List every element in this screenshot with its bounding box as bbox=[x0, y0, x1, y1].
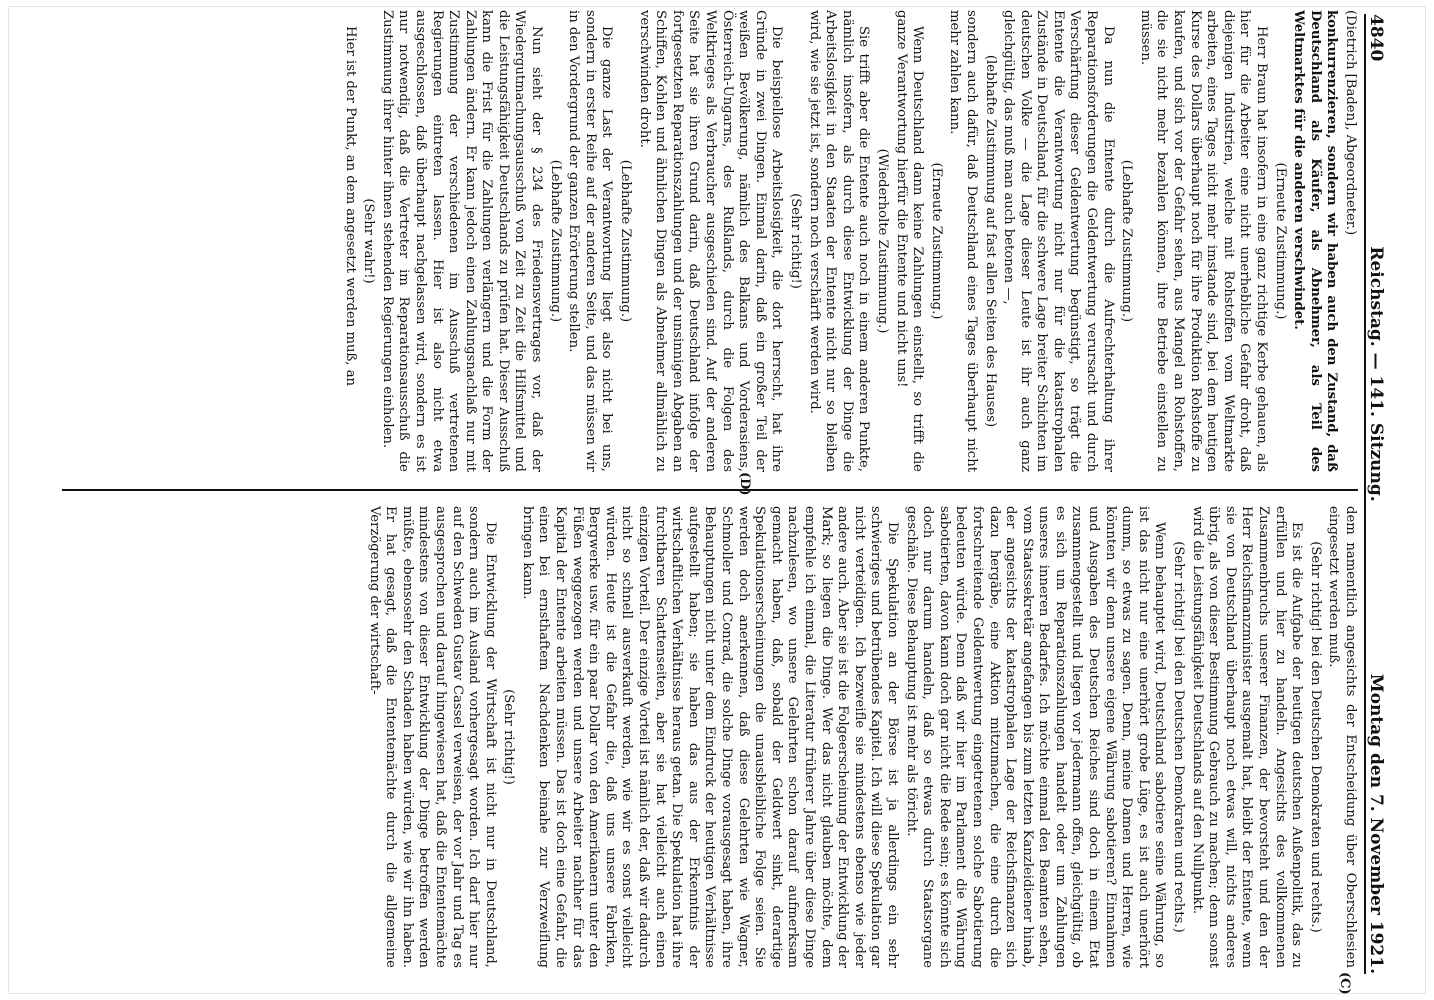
session-date: Montag den 7. November 1921. bbox=[1366, 673, 1386, 974]
interjection: (lebhafte Zustimmung auf fast allen Seiten des Hauses) bbox=[982, 54, 998, 428]
paragraph: Nun sieht der § 234 des Friedensvertrages vor, daß der Wiedergutmachungsausschuß von Zeit zu Zeit die Hilfsmittel und die Leistungsfähigkeit Deutschlands zu prüfen hat. Dieser Ausschuß kann die Frist für die Zahlungen verlängern und die Form der Zahlungen ändern. Er kann jedoch einen Zahlungsnachlaß nur mit Zustimmung der verschiedenen im Ausschuß vertretenen Regierungen eintreten lassen. Hier ist also nicht etwa ausgeschlossen, daß überhaupt nachgelassen wird, sondern es ist nur notwendig, daß die Vertreter im Reparationsausschuß die Zustimmung ihrer hinter ihnen stehenden Regierungen einholen. bbox=[379, 10, 545, 472]
right-column bbox=[62, 506, 1358, 968]
paragraph: Wenn Deutschland dann keine Zahlungen einstellt, so trifft die ganze Verantwortung hierfür die Entente und nicht uns! bbox=[893, 10, 926, 472]
paragraph: Hier ist der Punkt, an dem angesetzt werden muß, an bbox=[342, 26, 358, 387]
interjection: (Sehr wahr!) bbox=[361, 198, 377, 284]
paragraph: Sie trifft aber die Entente auch noch in einem anderen Punkte, nämlich insofern, als durch diese Entwicklung der Dinge die Arbeitslosigkeit in den Staaten der Entente nicht nur so bleiben wird, wie sie jetzt ist, sondern noch verschärft werden wird. bbox=[806, 10, 872, 472]
paragraph: Die Entwicklung der Wirtschaft ist nicht nur in Deutschland, sondern auch im Ausland vorhergesagt worden. Ich darf hier nur auf den Schweden Gustav Cassel verweisen, der vor Jahr und Tag es ausgesprochen und darauf hingewiesen hat, daß die Ententemächte mindestens von dieser Entwicklung der Dinge betroffen werden müßte, ebensosehr den Schaden haben würden, wie wir ihn haben. Er hat gesagt, daß die Ententemächte durch die allgemeine Verzögerung der wirtschaft- bbox=[366, 506, 498, 968]
paragraph: konkurrenzieren, sondern wir haben auch den Zustand, daß Deutschland als Käufer, als Abnehmer, als Teil des Weltmarktes für die anderen verschwindet. bbox=[1291, 10, 1340, 472]
interjection: (Sehr richtig!) bbox=[788, 193, 803, 289]
interjection: (Erneute Zustimmung.) bbox=[928, 162, 944, 320]
interjection: (Sehr richtig! bei den Deutschen Demokraten und rechts.) bbox=[1307, 541, 1323, 933]
interjection: (Sehr richtig!) bbox=[501, 689, 517, 785]
paragraph: Die ganze Last der Verantwortung liegt also nicht bei uns, sondern in erster Reihe auf der anderen Seite, und das müssen wir in den Vordergrund der ganzen Erörterung stellen. bbox=[566, 10, 615, 472]
interjection: (Erneute Zustimmung.) bbox=[1272, 162, 1288, 320]
interjection: (Lebhafte Zustimmung.) bbox=[547, 159, 563, 323]
paragraph: Die beispiellose Arbeitslosigkeit, die dort herrscht, hat ihre Gründe in zwei Dingen. Einmal darin, daß ein großer Teil der weißen Bevölkerung, nämlich des Balkans und Vorderasiens, Österreich-Ungarns, des Rußlands, durch die Folgen des Weltkrieges als Verbraucher ausgeschieden sind. Auf der anderen Seite hat sie ihren Grund darin, daß Deutschland infolge der fortgesetzten Reparationszahlungen und der unsinnigen Abgaben an Schiffen, Kohlen und ähnlichen Dingen als Abnehmer allmählich zu verschwinden droht. bbox=[636, 10, 785, 472]
paragraph: Wenn behauptet wird, Deutschland sabotiere seine Währung, so ist das nicht nur eine unerhört grobe Lüge, es ist auch unerhört dumm, so etwas zu sagen. Denn, meine Damen und Herren, wie könnten wir denn unsere eigene Währung sabotieren? Einnahmen und Ausgaben des Deutschen Reiches sind doch in einem Etat zusammengestellt und liegen vor jedermann offen, gleichgültig, ob es sich um Reparationszahlungen handelt oder um Zahlungen unseres inneren Bedarfes. Ich möchte einmal den Beamten sehen, vom Staatssekretär angefangen bis zum letzten Kanzleidiener hinab, der angesichts der katastrophalen Lage der Reichsfinanzen sich dazu hergäbe, eine Aktion mitzumachen, die eine durch die fortschreitende Geldentwertung eingetretenen solche Sabotierung bedeuten würde. Denn daß wir hier im Parlament die Währung sabotierten, davon kann doch gar nicht die Rede sein; es könnte sich doch nur darum handeln, daß so etwas durch Staatsorgane geschähe. Diese Behauptung ist mehr als töricht. bbox=[903, 506, 1168, 968]
running-head bbox=[1364, 14, 1392, 974]
margin-mark-c: (C) bbox=[1337, 972, 1352, 995]
paragraph: Die Spekulation an der Börse ist ja allerdings ein sehr schwieriges und betrübendes Kapitel. Ich will diese Spekulation gar nicht verteidigen. Ich bezweifle sie mindestens ebenso wie jeder andere auch. Aber sie ist die Folgeerscheinung der Entwicklung der Mark; so liegen die Dinge. Wer das nicht glauben möchte, dem empfehle ich einmal, die Literatur früherer Jahre über diese Dinge nachzulesen, wo unsere Gelehrten schon darauf aufmerksam gemacht haben, daß, sobald der Geldwert sinkt, derartige Spekulationserscheinungen die unausbleibliche Folge seien. Sie werden doch anerkennen, daß diese Gelehrten wie Wagner, Schmoller und Conrad, die solche Dinge vorausgesagt haben, ihre Behauptungen nicht unter dem Eindruck der heutigen Verhältnisse aufgestellt haben; sie haben das aus der Erkenntnis der wirtschaftlichen Verhältnisse heraus getan. Die Spekulation hat ihre furchtbaren Schattenseiten, aber sie hat vielleicht auch einen einzigen Vorteil. Der einzige Vorteil ist nämlich der, daß wir dadurch nicht so schnell ausverkauft werden, wie wir es sonst vielleicht würden. Heute ist die Gefahr die, daß uns unsere Fabriken, Bergwerke usw. für ein paar Dollar von den Amerikanern unter den Füßen weggezogen werden und unsere Arbeiter nachher für das Kapital der Entente arbeiten müssen. Das ist doch eine Gefahr, die einen bei ernsthaftem Nachdenken beinahe zur Verzweiflung bringen kann. bbox=[519, 506, 900, 968]
interjection: (Sehr richtig! bei den Deutschen Demokraten und rechts.) bbox=[1171, 541, 1187, 933]
interjection: (Lebhafte Zustimmung.) bbox=[618, 159, 634, 323]
paragraph: Es ist die Aufgabe der heutigen deutschen Außenpolitik, das zu erfüllen und hier zu handeln. Angesichts des vollkommenen Zusammenbruchs unserer Finanzen, der bevorsteht und den der Herr Reichsfinanzminister ausgemalt hat, bleibt der Entente, wenn sie von Deutschland überhaupt noch etwas will, nichts anderes übrig, als von dieser Bestimmung Gebrauch zu machen; denn sonst wird die Leistungsfähigkeit Deutschlands auf den Nullpunkt. bbox=[1189, 506, 1305, 968]
interjection: (Lebhafte Zustimmung.) bbox=[1119, 159, 1135, 323]
newspaper-sheet bbox=[52, 4, 1392, 995]
digitization-credit bbox=[0, 0, 16, 994]
speaker-line: (Dietrich [Baden], Abgeordneter.) bbox=[1343, 10, 1358, 236]
paragraph: Da nun die Entente durch die Aufrechterhaltung ihrer Reparationsforderungen die Geldentwertung verursacht und durch Verschärfung dieser Geldentwertung begünstigt, so trägt die Entente die Verantwortung nicht nur für die katastrophalen Zustände in Deutschland, für die schwere Lage breiter Schichten im deutschen Volke — die Lage dieser Leute ist ihr auch ganz gleichgültig, das muß man auch betonen —, bbox=[1001, 10, 1116, 472]
paragraph: Herr Braun hat insofern in eine ganz richtige Kerbe gehauen, als hier für die Arbeiter eine nicht unerhebliche Gefahr droht, daß diejenigen Industrien, welche mit Rohstoffen vom Weltmarkte arbeiten, eines Tages nicht mehr imstande sind, bei dem heutigen Kurse des Dollars überhaupt noch für ihre Produktion Rohstoffe zu kaufen, und sich vor der Gefahr sehen, aus Mangel an Rohstoffen, die sie nicht mehr bezahlen können, ihre Betriebe einstellen zu müssen. bbox=[1137, 10, 1270, 472]
column-divider bbox=[62, 489, 1358, 491]
margin-mark-d: (D) bbox=[737, 472, 752, 496]
paragraph: sondern auch dafür, daß Deutschland eines Tages überhaupt nicht mehr zahlen kann. bbox=[947, 10, 979, 472]
session-title: Reichstag. — 141. Sitzung. bbox=[1366, 246, 1386, 502]
interjection: (Wiederholte Zustimmung.) bbox=[874, 148, 890, 334]
left-column bbox=[62, 10, 1358, 472]
page-number: 4840 bbox=[1366, 14, 1386, 62]
paragraph: dem namentlich angesichts der Entscheidung über Oberschlesien eingesetzt werden muß. bbox=[1326, 506, 1358, 968]
